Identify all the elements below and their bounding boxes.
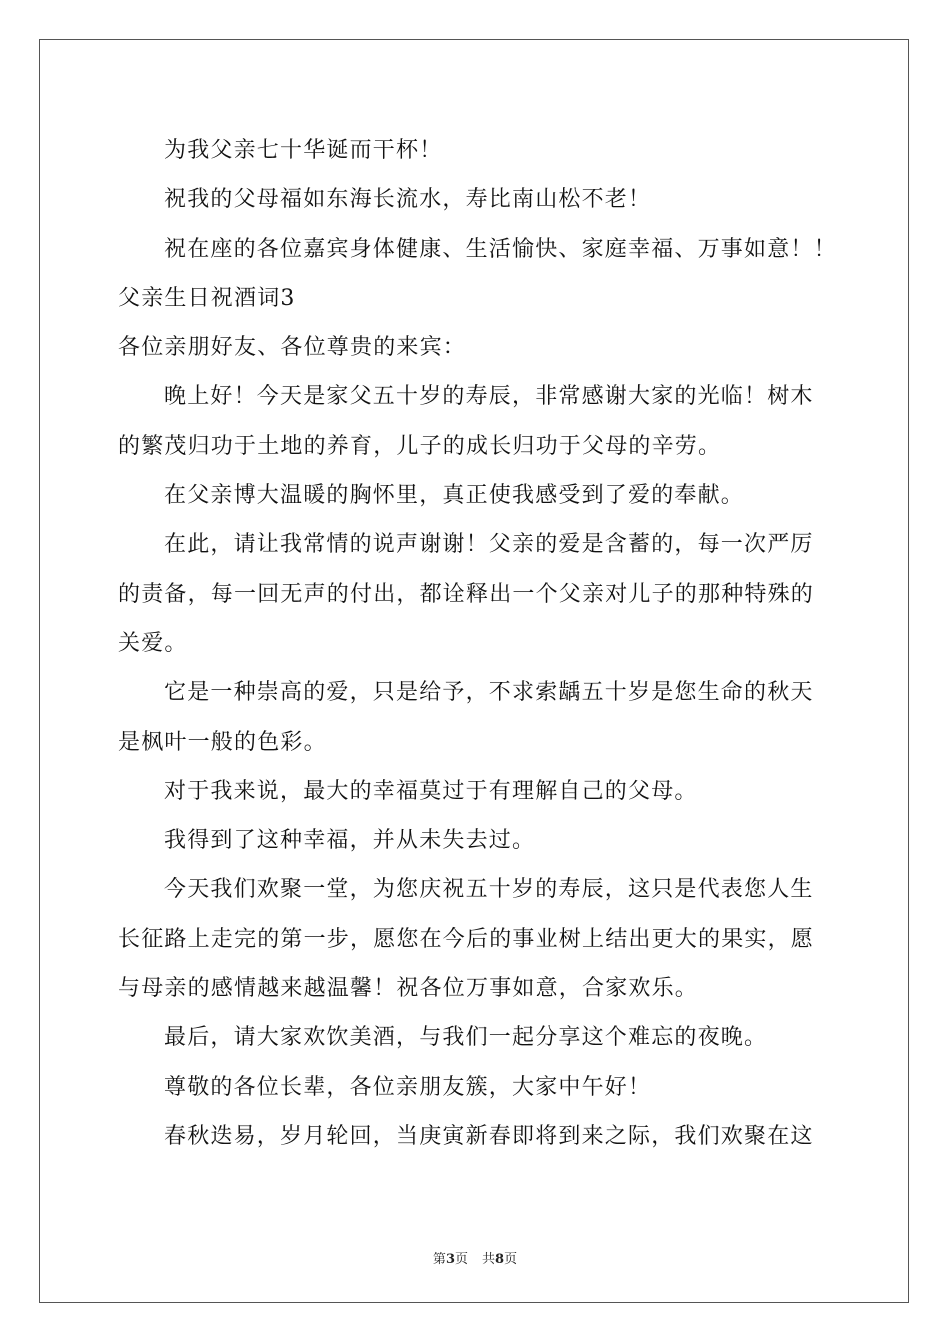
paragraph-line: 今天我们欢聚一堂，为您庆祝五十岁的寿辰，这只是代表您人生 bbox=[164, 877, 814, 903]
paragraph-line: 为我父亲七十华诞而干杯！ bbox=[164, 138, 443, 163]
paragraph-line: 关爱。 bbox=[118, 630, 188, 656]
salutation-line: 各位亲朋好友、各位尊贵的来宾： bbox=[118, 335, 467, 361]
paragraph-line: 最后，请大家欢饮美酒，与我们一起分享这个难忘的夜晚。 bbox=[164, 1025, 768, 1051]
total-suffix: 页 bbox=[504, 1252, 518, 1267]
paragraph-line: 是枫叶一般的色彩。 bbox=[118, 729, 327, 755]
paragraph-line: 尊敬的各位长辈，各位亲朋友簇，大家中午好！ bbox=[164, 1074, 652, 1100]
section-heading: 父亲生日祝酒词3 bbox=[118, 285, 296, 311]
paragraph-line: 晚上好！今天是家父五十岁的寿辰，非常感谢大家的光临！树木 bbox=[164, 384, 814, 410]
paragraph-line: 的责备，每一回无声的付出，都诠释出一个父亲对儿子的那种特殊的 bbox=[118, 581, 815, 607]
paragraph-line: 长征路上走完的第一步，愿您在今后的事业树上结出更大的果实，愿 bbox=[118, 926, 815, 952]
total-prefix: 共 bbox=[482, 1252, 496, 1267]
paragraph-line: 在此，请让我常情的说声谢谢！父亲的爱是含蓄的，每一次严厉 bbox=[164, 532, 814, 558]
page-footer bbox=[0, 1248, 950, 1267]
paragraph-line: 它是一种崇高的爱，只是给予，不求索龋五十岁是您生命的秋天 bbox=[164, 680, 814, 706]
paragraph-line: 对于我来说，最大的幸福莫过于有理解自己的父母。 bbox=[164, 778, 698, 804]
paragraph-line: 我得到了这种幸福，并从未失去过。 bbox=[164, 828, 536, 854]
page-current: 3 bbox=[445, 1252, 455, 1267]
page-total: 8 bbox=[495, 1252, 505, 1267]
paragraph-line: 祝我的父母福如东海长流水，寿比南山松不老！ bbox=[164, 187, 652, 213]
paragraph-line: 在父亲博大温暖的胸怀里，真正使我感受到了爱的奉献。 bbox=[164, 483, 745, 509]
page-prefix: 第 bbox=[432, 1252, 446, 1267]
paragraph-line: 祝在座的各位嘉宾身体健康、生活愉快、家庭幸福、万事如意！！ bbox=[164, 236, 837, 262]
paragraph-line: 春秋迭易，岁月轮回，当庚寅新春即将到来之际，我们欢聚在这 bbox=[164, 1123, 814, 1149]
document-body bbox=[118, 126, 838, 1161]
page-suffix: 页 bbox=[454, 1252, 468, 1267]
paragraph-line: 与母亲的感情越来越温馨！祝各位万事如意，合家欢乐。 bbox=[118, 976, 699, 1002]
paragraph-line: 的繁茂归功于土地的养育，儿子的成长归功于父母的辛劳。 bbox=[118, 433, 722, 459]
